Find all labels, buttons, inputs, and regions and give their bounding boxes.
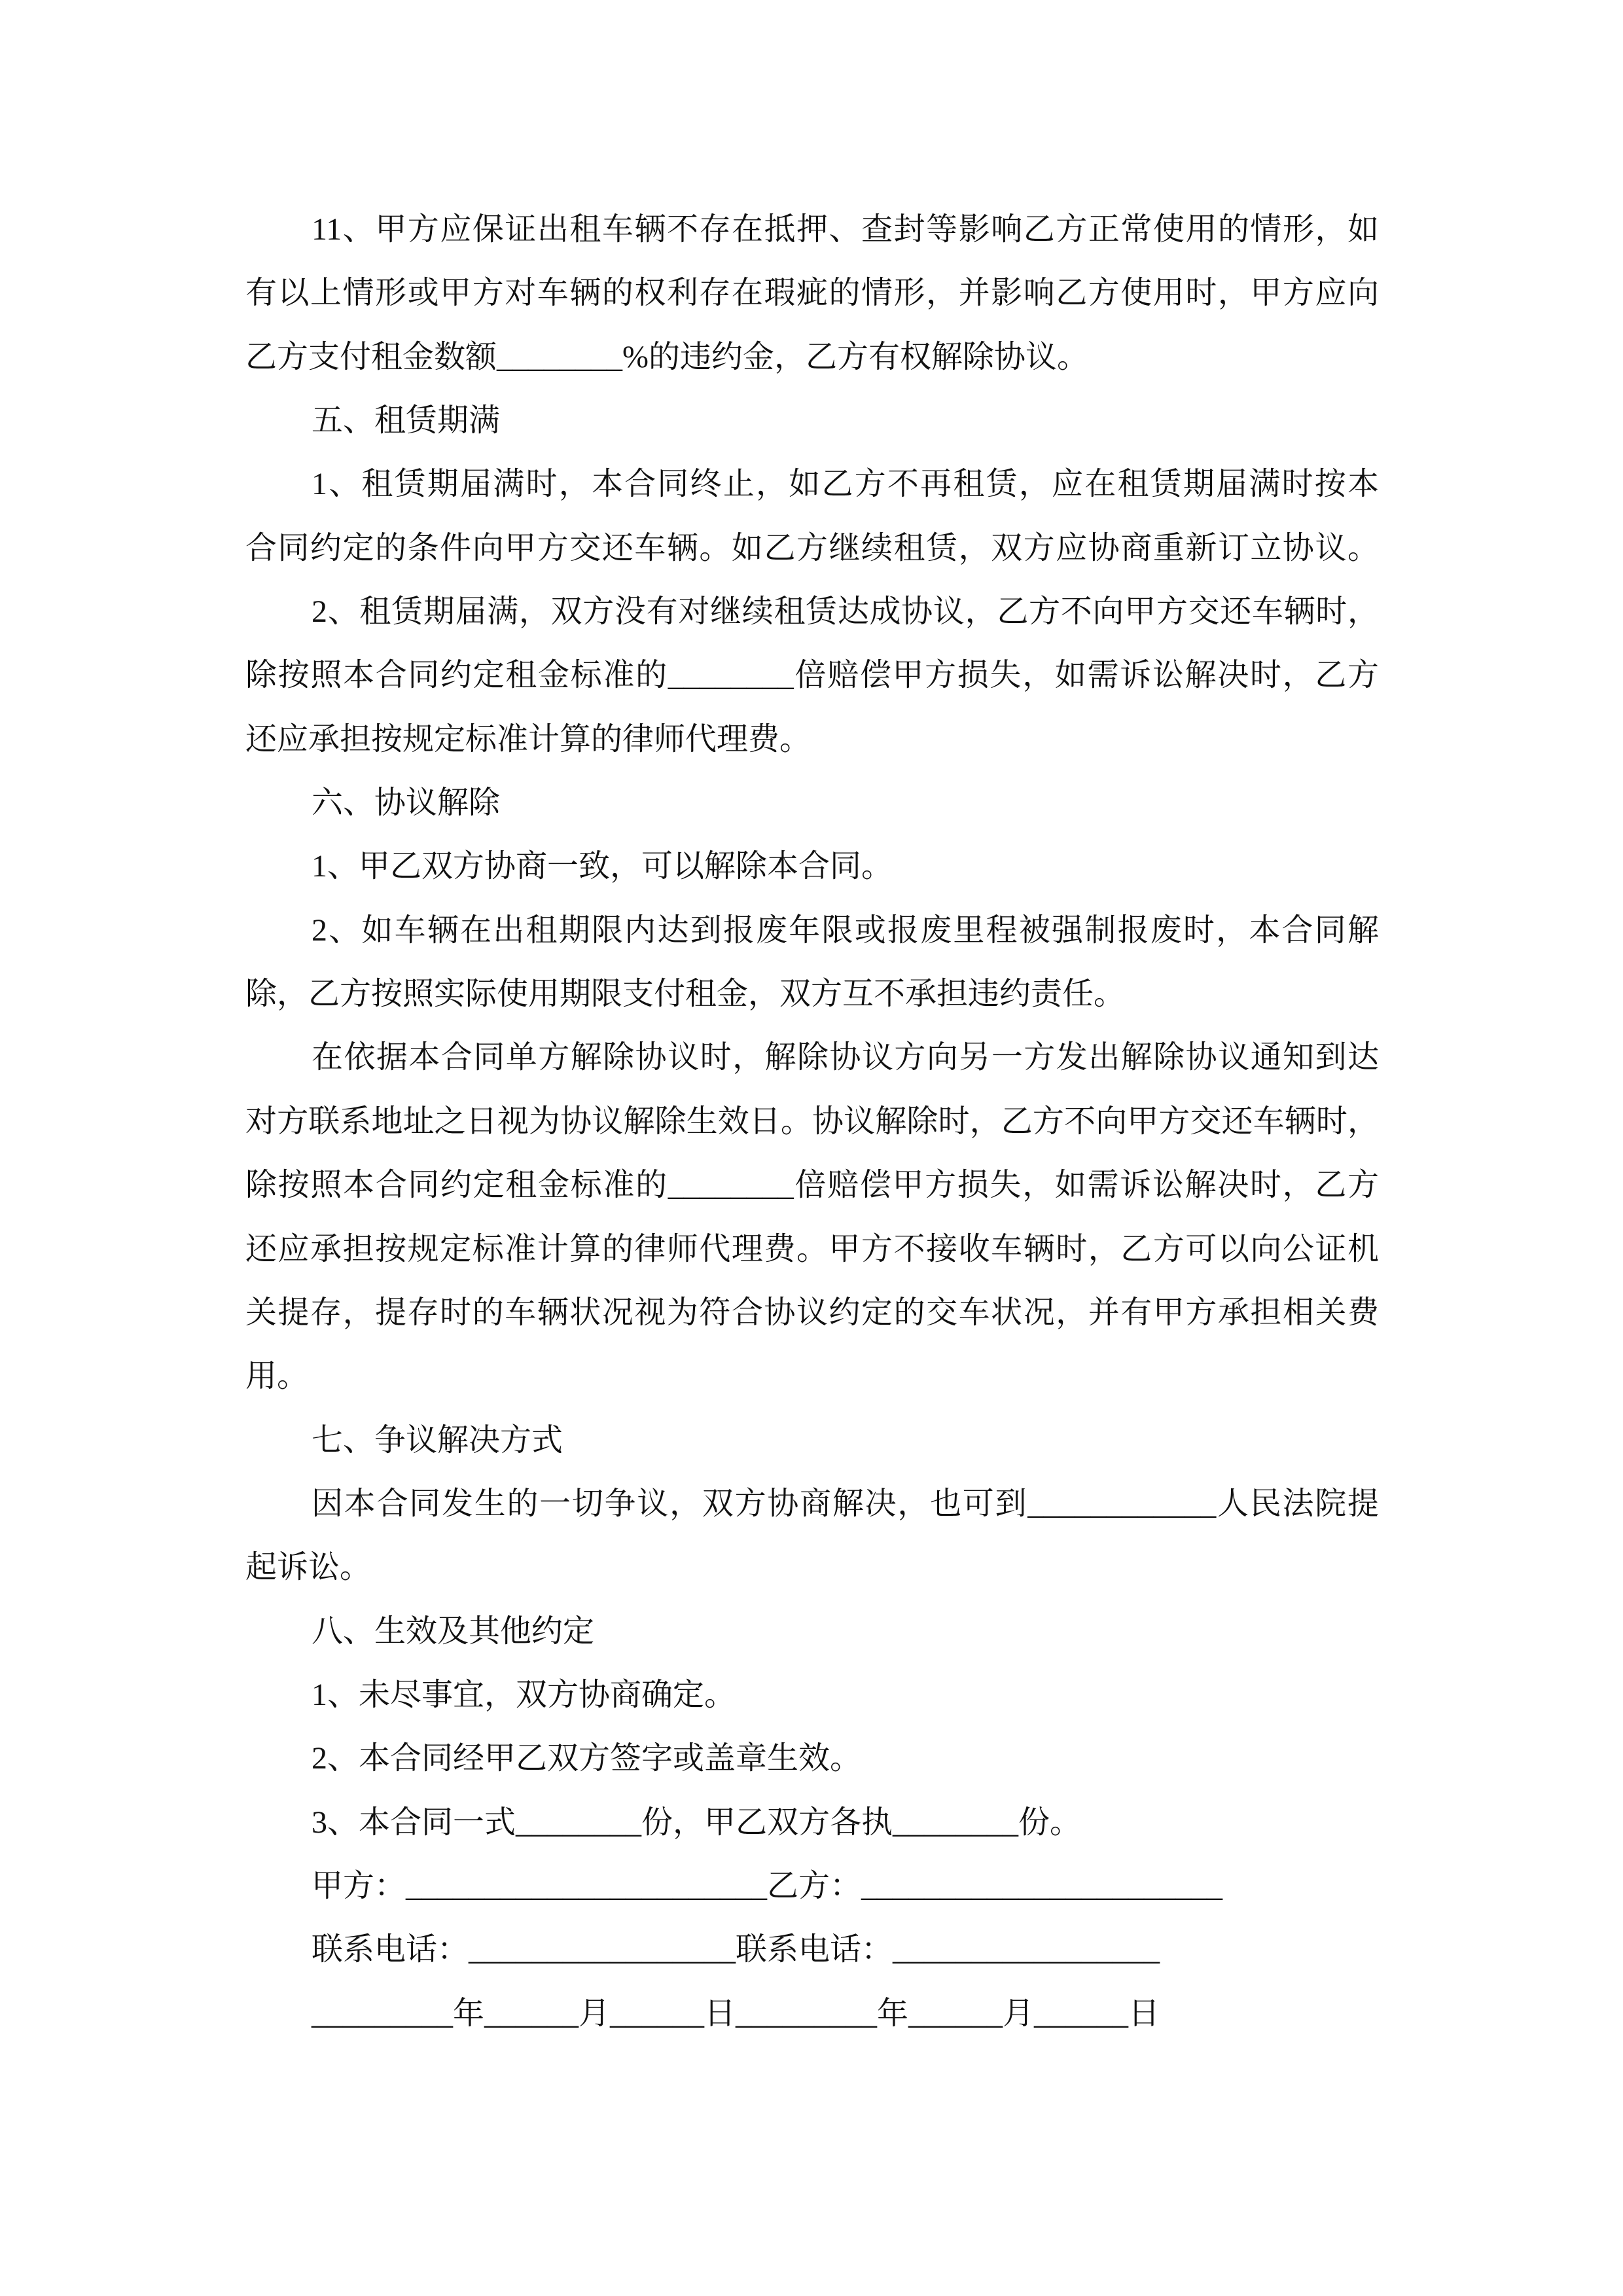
text-line: 除按照本合同约定租金标准的________倍赔偿甲方损失，如需诉讼解决时，乙方 bbox=[245, 1168, 1379, 1203]
signature-party-line: 甲方：_______________________乙方：_______________________ bbox=[312, 1868, 1223, 1903]
text-line: 11、甲方应保证出租车辆不存在抵押、查封等影响乙方正常使用的情形，如 bbox=[312, 212, 1379, 247]
text-line: 2、本合同经甲乙双方签字或盖章生效。 bbox=[312, 1741, 862, 1776]
text-line: 2、租赁期届满，双方没有对继续租赁达成协议，乙方不向甲方交还车辆时， bbox=[312, 594, 1379, 630]
text-line: 3、本合同一式________份，甲乙双方各执________份。 bbox=[312, 1804, 1082, 1840]
document-body bbox=[245, 198, 1379, 2045]
text-line: 对方联系地址之日视为协议解除生效日。协议解除时，乙方不向甲方交还车辆时， bbox=[245, 1103, 1379, 1139]
text-line: 除，乙方按照实际使用期限支付租金，双方互不承担违约责任。 bbox=[245, 977, 1126, 1012]
text-line: 关提存，提存时的车辆状况视为符合协议约定的交车状况，并有甲方承担相关费 bbox=[245, 1295, 1379, 1330]
text-line: 除按照本合同约定租金标准的________倍赔偿甲方损失，如需诉讼解决时，乙方 bbox=[245, 658, 1379, 693]
text-line: 乙方支付租金数额________%的违约金，乙方有权解除协议。 bbox=[245, 339, 1088, 374]
section-heading: 五、租赁期满 bbox=[312, 403, 501, 439]
text-line: 还应承担按规定标准计算的律师代理费。甲方不接收车辆时，乙方可以向公证机 bbox=[245, 1231, 1379, 1266]
text-line: 在依据本合同单方解除协议时，解除协议方向另一方发出解除协议通知到达 bbox=[312, 1040, 1379, 1075]
text-line: 2、如车辆在出租期限内达到报废年限或报废里程被强制报废时，本合同解 bbox=[312, 912, 1379, 948]
section-heading: 八、生效及其他约定 bbox=[312, 1613, 595, 1649]
text-line: 1、未尽事宜，双方协商确定。 bbox=[312, 1677, 736, 1712]
text-line: 有以上情形或甲方对车辆的权利存在瑕疵的情形，并影响乙方使用时，甲方应向 bbox=[245, 276, 1379, 311]
text-line: 用。 bbox=[245, 1359, 309, 1394]
section-heading: 七、争议解决方式 bbox=[312, 1422, 563, 1458]
text-line: 因本合同发生的一切争议，双方协商解决，也可到____________人民法院提 bbox=[312, 1486, 1379, 1521]
section-heading: 六、协议解除 bbox=[312, 785, 501, 821]
signature-date-line: _________年______月______日_________年______月______日 bbox=[312, 1996, 1160, 2031]
text-line: 合同约定的条件向甲方交还车辆。如乙方继续租赁，双方应协商重新订立协议。 bbox=[245, 530, 1379, 565]
text-line: 1、租赁期届满时，本合同终止，如乙方不再租赁，应在租赁期届满时按本 bbox=[312, 467, 1379, 502]
text-line: 1、甲乙双方协商一致，可以解除本合同。 bbox=[312, 849, 893, 884]
text-line: 还应承担按规定标准计算的律师代理费。 bbox=[245, 721, 812, 757]
text-line: 起诉讼。 bbox=[245, 1550, 372, 1585]
signature-phone-line: 联系电话：_________________联系电话：_________________ bbox=[312, 1932, 1160, 1967]
